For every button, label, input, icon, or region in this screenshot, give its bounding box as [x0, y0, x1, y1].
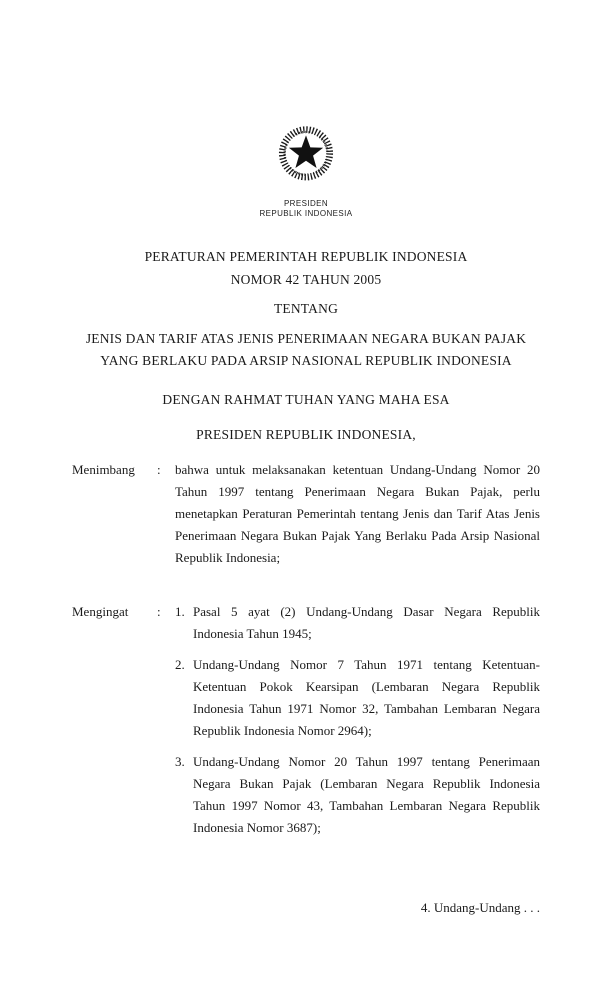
state-emblem-icon	[265, 114, 347, 196]
mengingat-label: Mengingat	[72, 604, 129, 619]
list-item-text: Undang-Undang Nomor 20 Tahun 1997 tentang Penerimaan Negara Bukan Pajak (Lembaran Negara Republik Indonesia Tahun 1997 Nomor 43, Tambahan Lembaran Negara Republik Indonesia Nomor 3687);	[193, 754, 540, 835]
letterhead	[0, 0, 612, 219]
grace-line: DENGAN RAHMAT TUHAN YANG MAHA ESA	[162, 392, 450, 407]
list-item-number: 3.	[175, 754, 185, 769]
star-icon	[289, 135, 323, 168]
list-item	[175, 751, 540, 839]
title-block	[0, 249, 612, 443]
page-catchword: 4. Undang-Undang . . .	[420, 900, 540, 915]
subject-line2: YANG BERLAKU PADA ARSIP NASIONAL REPUBLIK INDONESIA	[100, 353, 512, 368]
list-item	[175, 654, 540, 742]
president-line: PRESIDEN REPUBLIK INDONESIA,	[196, 427, 416, 442]
list-item-text: Pasal 5 ayat (2) Undang-Undang Dasar Negara Republik Indonesia Tahun 1945;	[193, 604, 540, 641]
mengingat-section	[72, 601, 540, 839]
tentang-label: TENTANG	[273, 301, 339, 316]
regulation-title: PERATURAN PEMERINTAH REPUBLIK INDONESIA	[144, 249, 468, 264]
menimbang-label: Menimbang	[72, 462, 135, 477]
regulation-number: NOMOR 42 TAHUN 2005	[230, 272, 382, 287]
seal-caption-line2: REPUBLIK INDONESIA	[259, 209, 353, 218]
subject-line1: JENIS DAN TARIF ATAS JENIS PENERIMAAN NEGARA BUKAN PAJAK	[85, 331, 527, 346]
list-item-text: Undang-Undang Nomor 7 Tahun 1971 tentang Ketentuan-Ketentuan Pokok Kearsipan (Lembaran Negara Republik Indonesia Tahun 1971 Nomor 32, Tambahan Lembaran Negara Republik Indonesia Nomor 2964);	[193, 657, 540, 738]
list-item-number: 2.	[175, 657, 185, 672]
menimbang-colon: :	[157, 462, 161, 477]
menimbang-section	[72, 459, 540, 569]
list-item	[175, 601, 540, 645]
seal-caption-line1: PRESIDEN	[283, 199, 329, 208]
seal-caption	[0, 199, 612, 219]
mengingat-colon: :	[157, 604, 161, 619]
menimbang-text: bahwa untuk melaksanakan ketentuan Undang-Undang Nomor 20 Tahun 1997 tentang Penerimaan Negara Bukan Pajak, perlu menetapkan Peraturan Pemerintah tentang Jenis dan Tarif Atas Jenis Penerimaan Negara Bukan Pajak Yang Berlaku Pada Arsip Nasional Republik Indonesia;	[175, 462, 540, 565]
list-item-number: 1.	[175, 604, 185, 619]
